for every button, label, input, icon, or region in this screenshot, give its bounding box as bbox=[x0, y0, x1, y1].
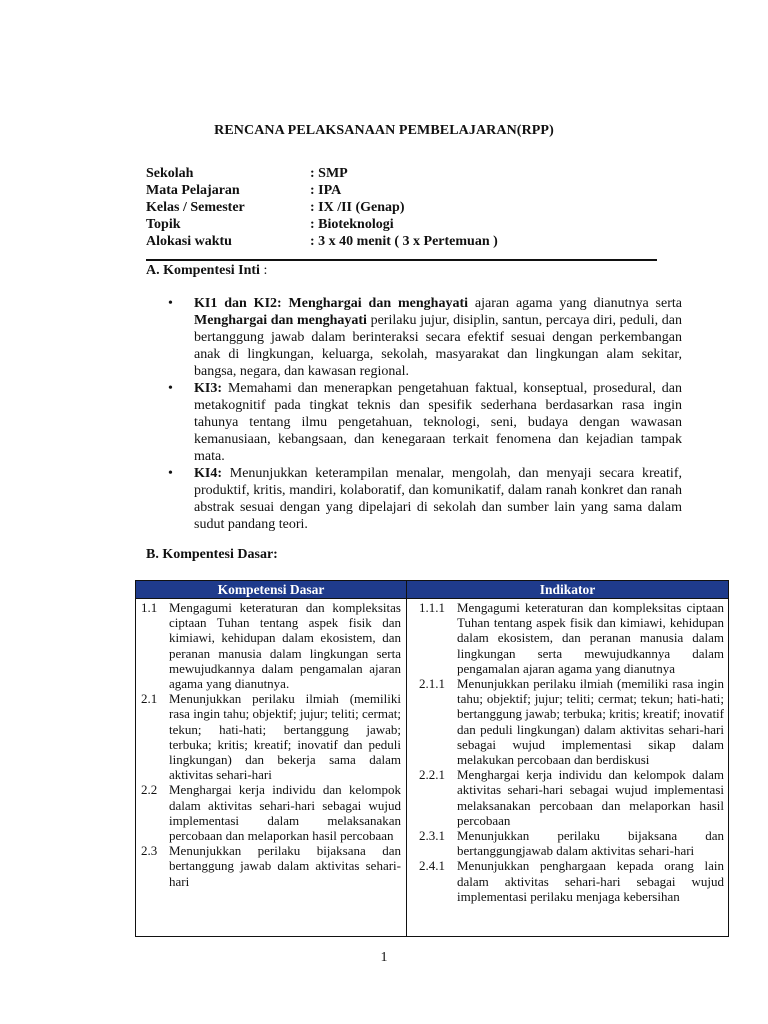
list-item bbox=[407, 600, 728, 676]
list-item bbox=[136, 782, 406, 843]
item-number: 1.1.1 bbox=[419, 600, 445, 615]
list-item bbox=[136, 600, 406, 691]
info-row-mata-pelajaran bbox=[146, 182, 498, 199]
item-text: Menunjukkan perilaku ilmiah (memiliki rasa ingin tahu; objektif; jujur; teliti; cermat; tekun; hati-hati; bertanggung jawab; terbuka; kritis; kreatif; inovatif dan peduli lingkungan) dalam aktivitas sehari-hari sebagai wujud implementasi sikap dalam melakukan percobaan dan berdiskusi bbox=[457, 676, 724, 768]
list-item bbox=[407, 858, 728, 904]
item-text: Mengagumi keteraturan dan kompleksitas ciptaan Tuhan tentang aspek fisik dan kimiawi, kehidupan dalam ekosistem, dan peranan manusia dalam lingkungan serta mewujudkannya dalam pengamalan ajaran agama yang dianutnya. bbox=[169, 600, 401, 692]
info-label: Topik bbox=[146, 217, 181, 232]
info-label: Alokasi waktu bbox=[146, 234, 232, 249]
column-header-kompetensi-dasar: Kompetensi Dasar bbox=[136, 581, 407, 599]
list-item bbox=[136, 843, 406, 889]
ki-text: Menunjukkan keterampilan menalar, mengolah, dan menyaji secara kreatif, produktif, kritis, mandiri, kolaboratif, dan komunikatif, dalam ranah konkret dan ranah abstrak sesuai dengan yang dipelajari di sekolah dan sumber lain yang sama dalam sudut pandang teori. bbox=[194, 466, 682, 532]
table-row bbox=[136, 599, 729, 937]
info-label: Mata Pelajaran bbox=[146, 183, 240, 198]
item-number: 1.1 bbox=[141, 600, 158, 615]
item-text: Menghargai kerja individu dan kelompok dalam aktivitas sehari-hari sebagai wujud implementasi melaksanakan percobaan dan melaporkan hasil percobaan bbox=[457, 767, 724, 828]
page-number: 1 bbox=[380, 950, 388, 965]
item-number: 2.4.1 bbox=[419, 858, 445, 874]
item-text: Menunjukkan penghargaan kepada orang lain dalam aktivitas sehari-hari sebagai wujud implementasi perilaku menjaga kebersihan bbox=[457, 858, 724, 904]
ki-emphasis: Menghargai dan menghayati bbox=[194, 313, 367, 328]
info-block bbox=[146, 165, 498, 250]
kompetensi-inti-list bbox=[168, 295, 682, 533]
section-a-heading bbox=[146, 262, 267, 279]
item-number: 2.3.1 bbox=[419, 828, 445, 844]
indikator-cell bbox=[407, 599, 729, 937]
item-text: Mengagumi keteraturan dan kompleksitas ciptaan Tuhan tentang aspek fisik dan kimiawi, kehidupan dalam ekosistem, dan peranan manusia dalam lingkungan serta mewujudkannya dalam pengamalan ajaran agama yang dianutnya bbox=[457, 600, 724, 676]
info-value: : Bioteknologi bbox=[310, 217, 394, 232]
info-value: : IX /II (Genap) bbox=[310, 200, 405, 215]
item-text: Menunjukkan perilaku ilmiah (memiliki rasa ingin tahu; objektif; jujur; teliti; cermat; tekun; hati-hati; bertanggung jawab; terbuka; kritis; kreatif; inovatif dan peduli lingkungan) dan bekerja sama dalam aktivitas sehari-hari bbox=[169, 691, 401, 783]
item-number: 2.3 bbox=[141, 843, 158, 859]
bullet-icon: • bbox=[168, 466, 173, 481]
item-text: Menghargai kerja individu dan kelompok dalam aktivitas sehari-hari sebagai wujud implementasi dalam melaksanakan percobaan dan melaporkan hasil percobaan bbox=[169, 782, 401, 844]
section-a-suffix: : bbox=[259, 263, 268, 278]
item-number: 2.1 bbox=[141, 691, 158, 707]
ki-lead: KI3: bbox=[194, 381, 222, 396]
ki-lead: KI4: bbox=[194, 466, 222, 481]
info-value: : IPA bbox=[310, 183, 342, 198]
table-header-row bbox=[136, 581, 729, 599]
kompetensi-dasar-table bbox=[135, 580, 729, 937]
ki-text: perilaku jujur, disiplin, santun, percaya diri, peduli, dan bertanggung jawab dalam berinteraksi secara efektif sesuai dengan perkembangan anak di lingkungan, keluarga, sekolah, masyarakat dan lingkungan alam sekitar, bangsa, negara, dan kawasan regional. bbox=[194, 313, 682, 379]
ki-text: ajaran agama yang dianutnya serta bbox=[468, 296, 682, 311]
kompetensi-dasar-cell bbox=[136, 599, 407, 937]
list-item-ki1-ki2 bbox=[168, 295, 682, 380]
item-number: 2.2 bbox=[141, 782, 158, 798]
info-row-kelas-semester bbox=[146, 199, 498, 216]
item-number: 2.1.1 bbox=[419, 676, 445, 692]
ki-text: Memahami dan menerapkan pengetahuan faktual, konseptual, prosedural, dan metakognitif pada tingkat teknis dan spesifik sederhana berdasarkan rasa ingin tahunya tentang ilmu pengetahuan, teknologi, seni, budaya dengan wawasan kemanusiaan, kebangsaan, dan kenegaraan terkait fenomena dan kejadian tampak mata. bbox=[194, 381, 682, 464]
list-item bbox=[407, 828, 728, 858]
section-b-heading: B. Kompentesi Dasar: bbox=[146, 547, 278, 562]
column-header-indikator: Indikator bbox=[407, 581, 729, 599]
item-text: Menunjukkan perilaku bijaksana dan bertanggung jawab dalam aktivitas sehari-hari bbox=[169, 843, 401, 889]
list-item bbox=[407, 676, 728, 767]
bullet-icon: • bbox=[168, 381, 173, 396]
document-title: RENCANA PELAKSANAAN PEMBELAJARAN(RPP) bbox=[214, 123, 554, 138]
ki-lead: KI1 dan KI2: Menghargai dan menghayati bbox=[194, 296, 468, 311]
bullet-icon: • bbox=[168, 296, 173, 311]
item-text: Menunjukkan perilaku bijaksana dan bertanggungjawab dalam aktivitas sehari-hari bbox=[457, 828, 724, 859]
list-item-ki4 bbox=[168, 465, 682, 533]
info-label: Sekolah bbox=[146, 166, 194, 181]
info-row-sekolah bbox=[146, 165, 498, 182]
info-value: : 3 x 40 menit ( 3 x Pertemuan ) bbox=[310, 234, 498, 249]
info-value: : SMP bbox=[310, 166, 348, 181]
info-row-alokasi-waktu bbox=[146, 233, 498, 250]
list-item bbox=[136, 691, 406, 782]
list-item-ki3 bbox=[168, 380, 682, 465]
info-label: Kelas / Semester bbox=[146, 200, 245, 215]
item-number: 2.2.1 bbox=[419, 767, 445, 783]
horizontal-rule bbox=[146, 259, 657, 261]
section-a-label: A. Kompentesi Inti bbox=[146, 263, 260, 278]
info-row-topik bbox=[146, 216, 498, 233]
list-item bbox=[407, 767, 728, 828]
